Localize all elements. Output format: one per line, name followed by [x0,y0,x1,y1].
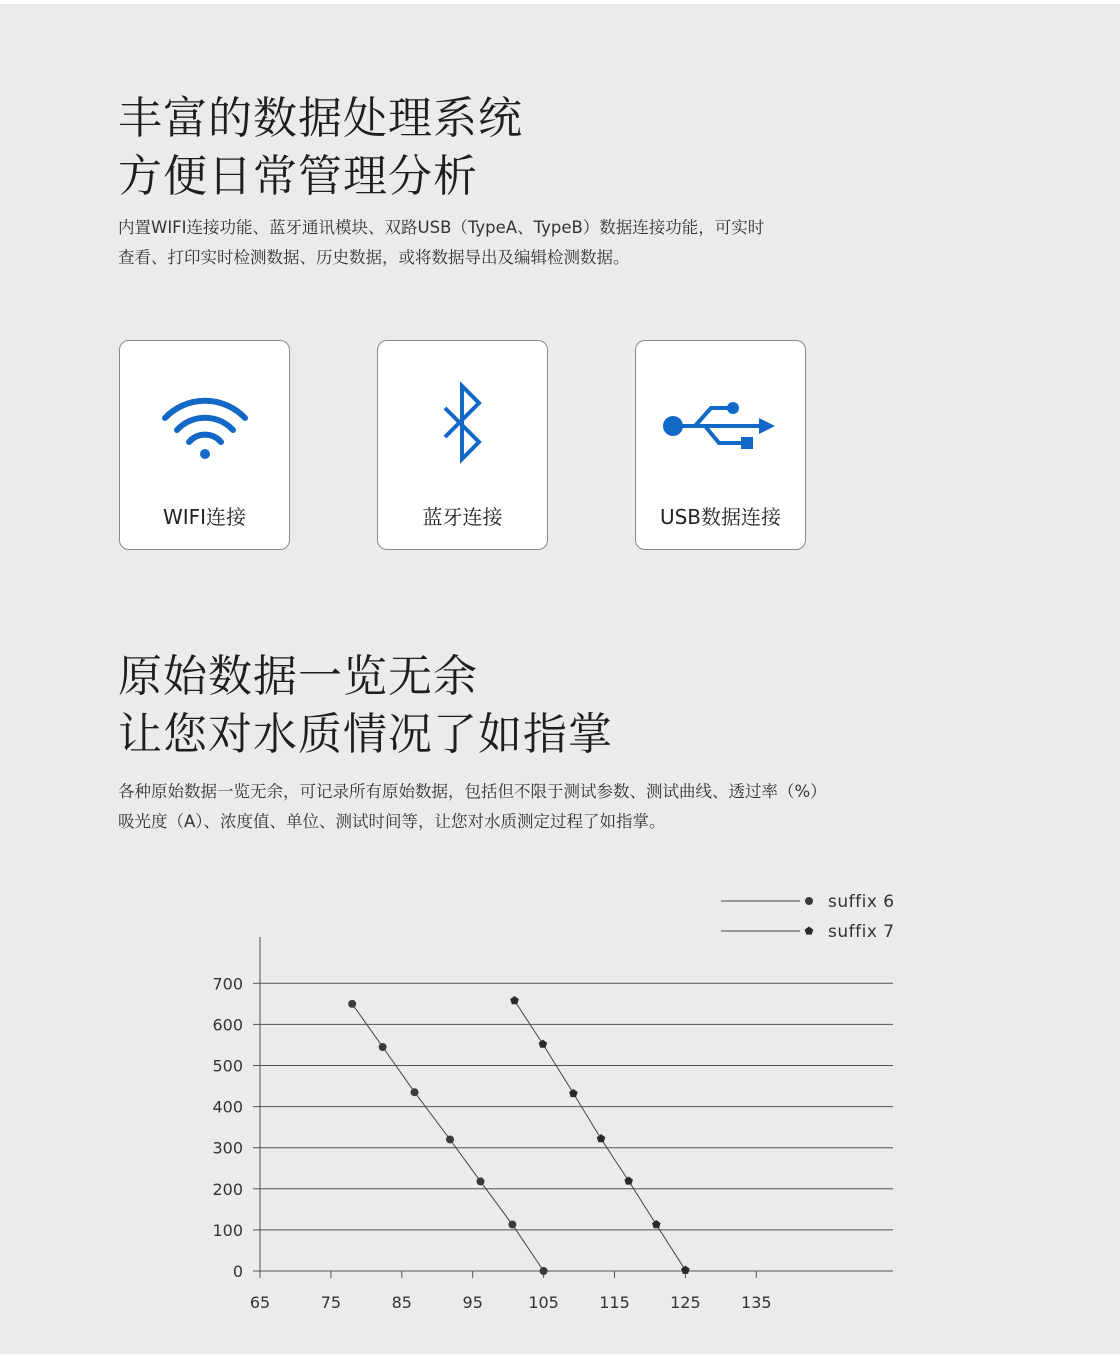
feature-label-bluetooth: 蓝牙连接 [422,505,503,529]
section1-heading-line1: 丰富的数据处理系统 [118,93,523,144]
data-point [569,1089,578,1097]
section1-description-line2: 查看、打印实时检测数据、历史数据，或将数据导出及编辑检测数据。 [118,248,630,267]
y-tick-label: 200 [212,1179,243,1199]
legend-label: suffix 6 [828,892,895,912]
legend-marker [805,897,813,905]
data-point [681,1266,690,1274]
x-tick-label: 65 [249,1293,271,1312]
section2-heading-line1: 原始数据一览无余 [118,651,478,702]
data-point [652,1220,661,1228]
feature-label-usb: USB数据连接 [659,505,782,529]
x-tick-label: 105 [528,1293,559,1312]
y-tick-label: 700 [212,974,243,994]
data-point [411,1088,419,1096]
data-point [446,1135,454,1143]
y-tick-label: 600 [212,1015,243,1035]
x-tick-label: 75 [320,1293,342,1312]
section2-description-line2: 吸光度（A）、浓度值、单位、测试时间等，让您对水质测定过程了如指掌。 [118,812,666,831]
section2-heading-line2: 让您对水质情况了如指掌 [118,709,613,760]
x-tick-label: 125 [670,1293,701,1312]
x-tick-label: 115 [599,1293,630,1312]
x-tick-label: 85 [391,1293,412,1312]
feature-label-wifi: WIFI连接 [162,505,247,529]
data-point [476,1177,484,1185]
legend-label: suffix 7 [828,922,895,942]
y-tick-label: 500 [212,1056,243,1076]
y-tick-label: 300 [212,1138,243,1158]
y-tick-label: 400 [212,1097,243,1117]
data-point [510,996,519,1004]
y-tick-label: 0 [232,1262,243,1281]
data-point [348,1000,356,1008]
data-point [624,1176,633,1184]
legend-marker [805,927,814,935]
data-point [379,1043,387,1051]
data-point [540,1267,548,1275]
data-point [508,1221,516,1229]
y-tick-label: 100 [212,1220,243,1240]
x-tick-label: 135 [741,1293,772,1312]
data-point [539,1040,548,1048]
section1-description-line1: 内置WIFI连接功能、蓝牙通讯模块、双路USB（TypeA、TypeB）数据连接功能，可实时 [118,218,765,237]
section1-heading-line2: 方便日常管理分析 [118,151,478,202]
data-point [597,1134,606,1142]
x-tick-label: 95 [462,1293,483,1312]
section2-description-line1: 各种原始数据一览无余，可记录所有原始数据，包括但不限于测试参数、测试曲线、透过率（%） [118,782,827,801]
